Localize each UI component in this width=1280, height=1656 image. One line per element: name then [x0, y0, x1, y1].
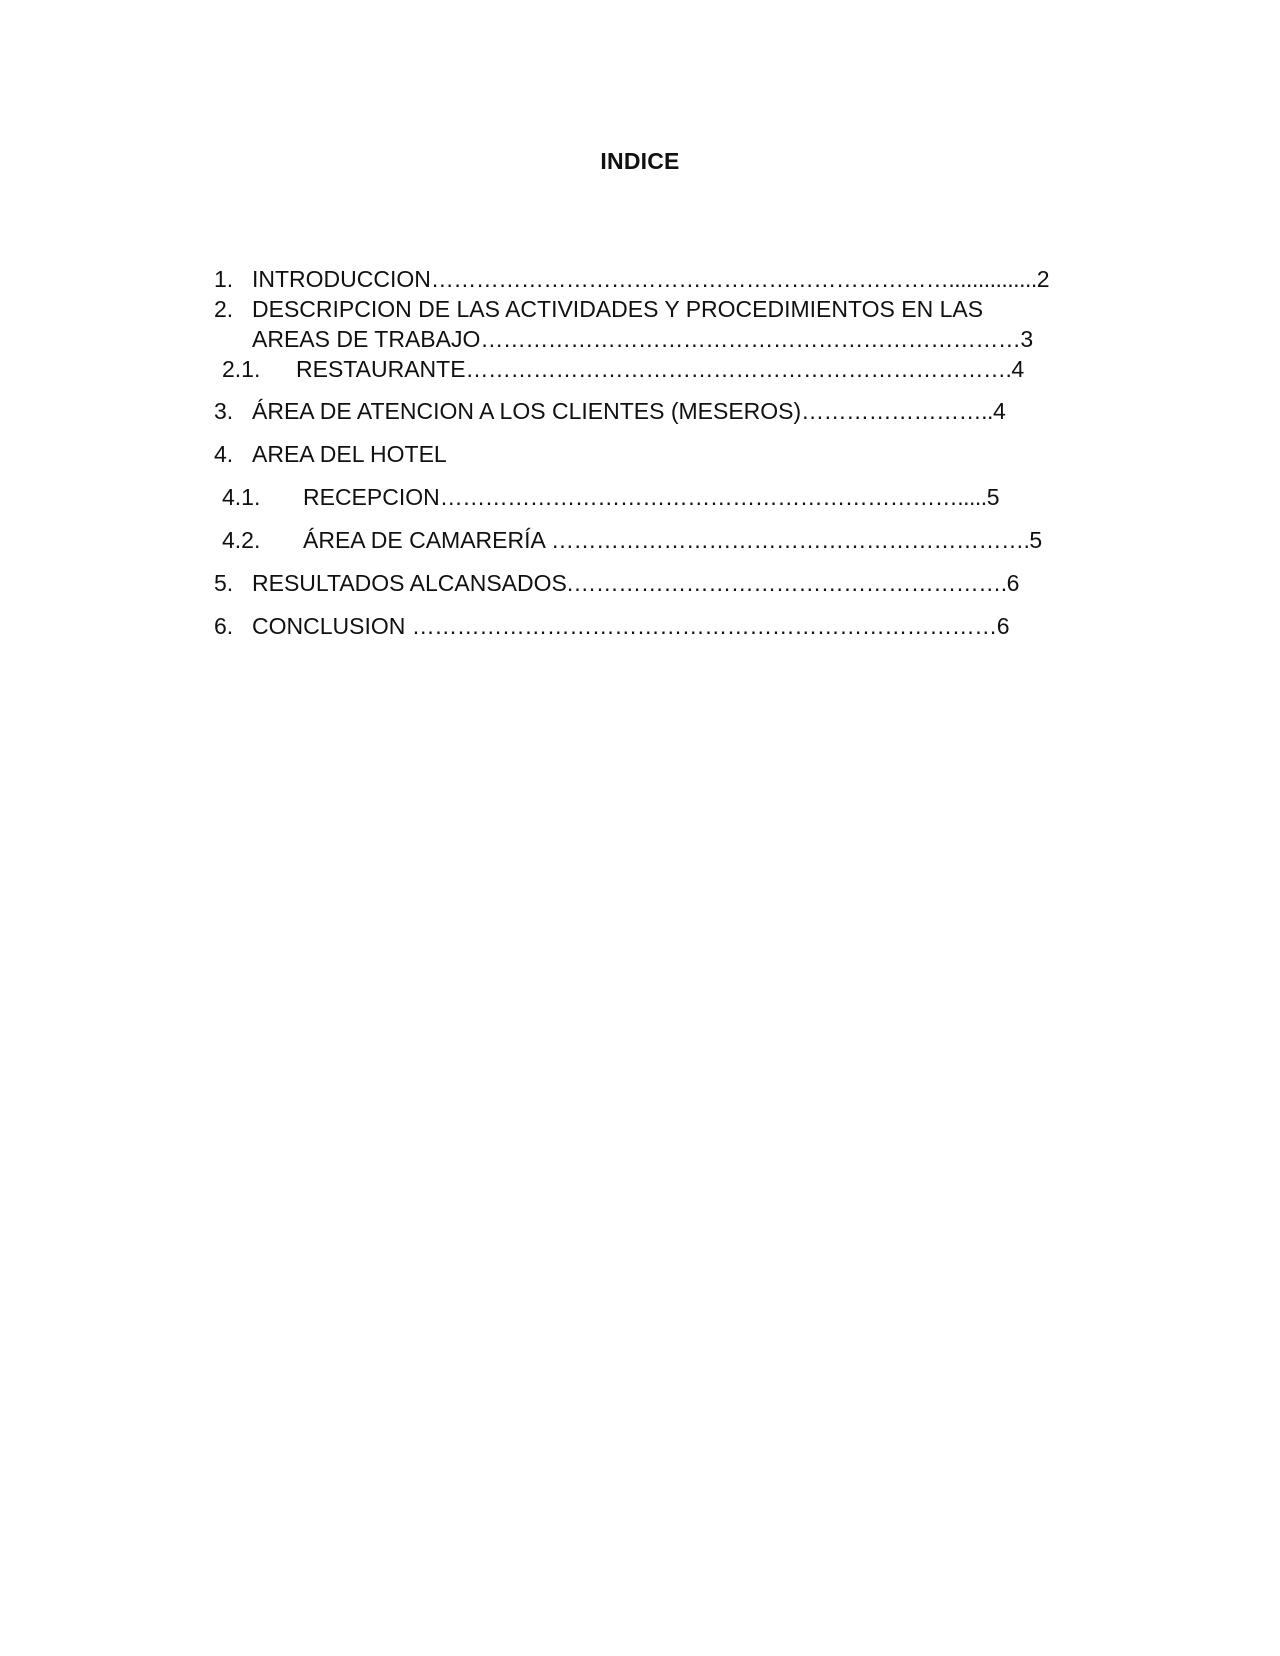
toc-entry-text [252, 396, 1005, 426]
toc-entry-label: CONCLUSION [252, 613, 412, 639]
toc-entry-label: RECEPCION [303, 484, 440, 510]
toc-entry-label: DESCRIPCION DE LAS ACTIVIDADES Y PROCEDIMIENTOS EN LAS [252, 296, 984, 322]
toc-entry-number: 2. [214, 296, 234, 322]
toc-entry-label: AREAS DE TRABAJO [252, 326, 481, 352]
toc-entry-text [252, 324, 1033, 354]
toc-entry-text [252, 568, 1019, 598]
toc-entry-number: 3. [214, 398, 234, 424]
toc-entry-leader-page: …………………………………………………………….....5 [439, 484, 999, 510]
toc-entry-text [252, 611, 1009, 641]
toc-entry-leader-page: ……………………………………………………….5 [550, 527, 1042, 553]
toc-entry-leader-page: ……………………..4 [801, 398, 1006, 424]
toc-entry-leader-page: ……………………………………………………………………6 [411, 613, 1010, 639]
toc-entry-text [296, 354, 1024, 384]
toc-entry-text [252, 264, 1049, 294]
toc-entry-text [303, 482, 999, 512]
toc-entry-leader-page: ………………………………………………………………3 [480, 326, 1033, 352]
toc-entry-leader-page: ……………………………………………………………...............2 [430, 266, 1050, 292]
toc-entry-label: ÁREA DE CAMARERÍA [303, 527, 551, 553]
toc-entry-number: 5. [214, 570, 234, 596]
toc-entry-leader-page: ……………………………………………………………….4 [465, 356, 1024, 382]
toc-entry-label: RESTAURANTE [296, 356, 466, 382]
toc-entry-leader-page: ………………………………………………….6 [573, 570, 1019, 596]
toc-entry-number: 4.1. [222, 484, 261, 510]
toc-entry-label: RESULTADOS ALCANSADOS. [252, 570, 574, 596]
index-heading: INDICE [600, 148, 680, 174]
toc-entry-number: 4. [214, 441, 234, 467]
toc-entry-text [303, 525, 1042, 555]
toc-entry-label: INTRODUCCION [252, 266, 431, 292]
toc-entry-number: 4.2. [222, 527, 261, 553]
toc-entry-number: 2.1. [222, 356, 261, 382]
toc-entry-number: 1. [214, 266, 234, 292]
toc-entry-label: ÁREA DE ATENCION A LOS CLIENTES (MESEROS) [252, 398, 802, 424]
toc-entry-label: AREA DEL HOTEL [252, 441, 447, 467]
toc-entry-number: 6. [214, 613, 234, 639]
